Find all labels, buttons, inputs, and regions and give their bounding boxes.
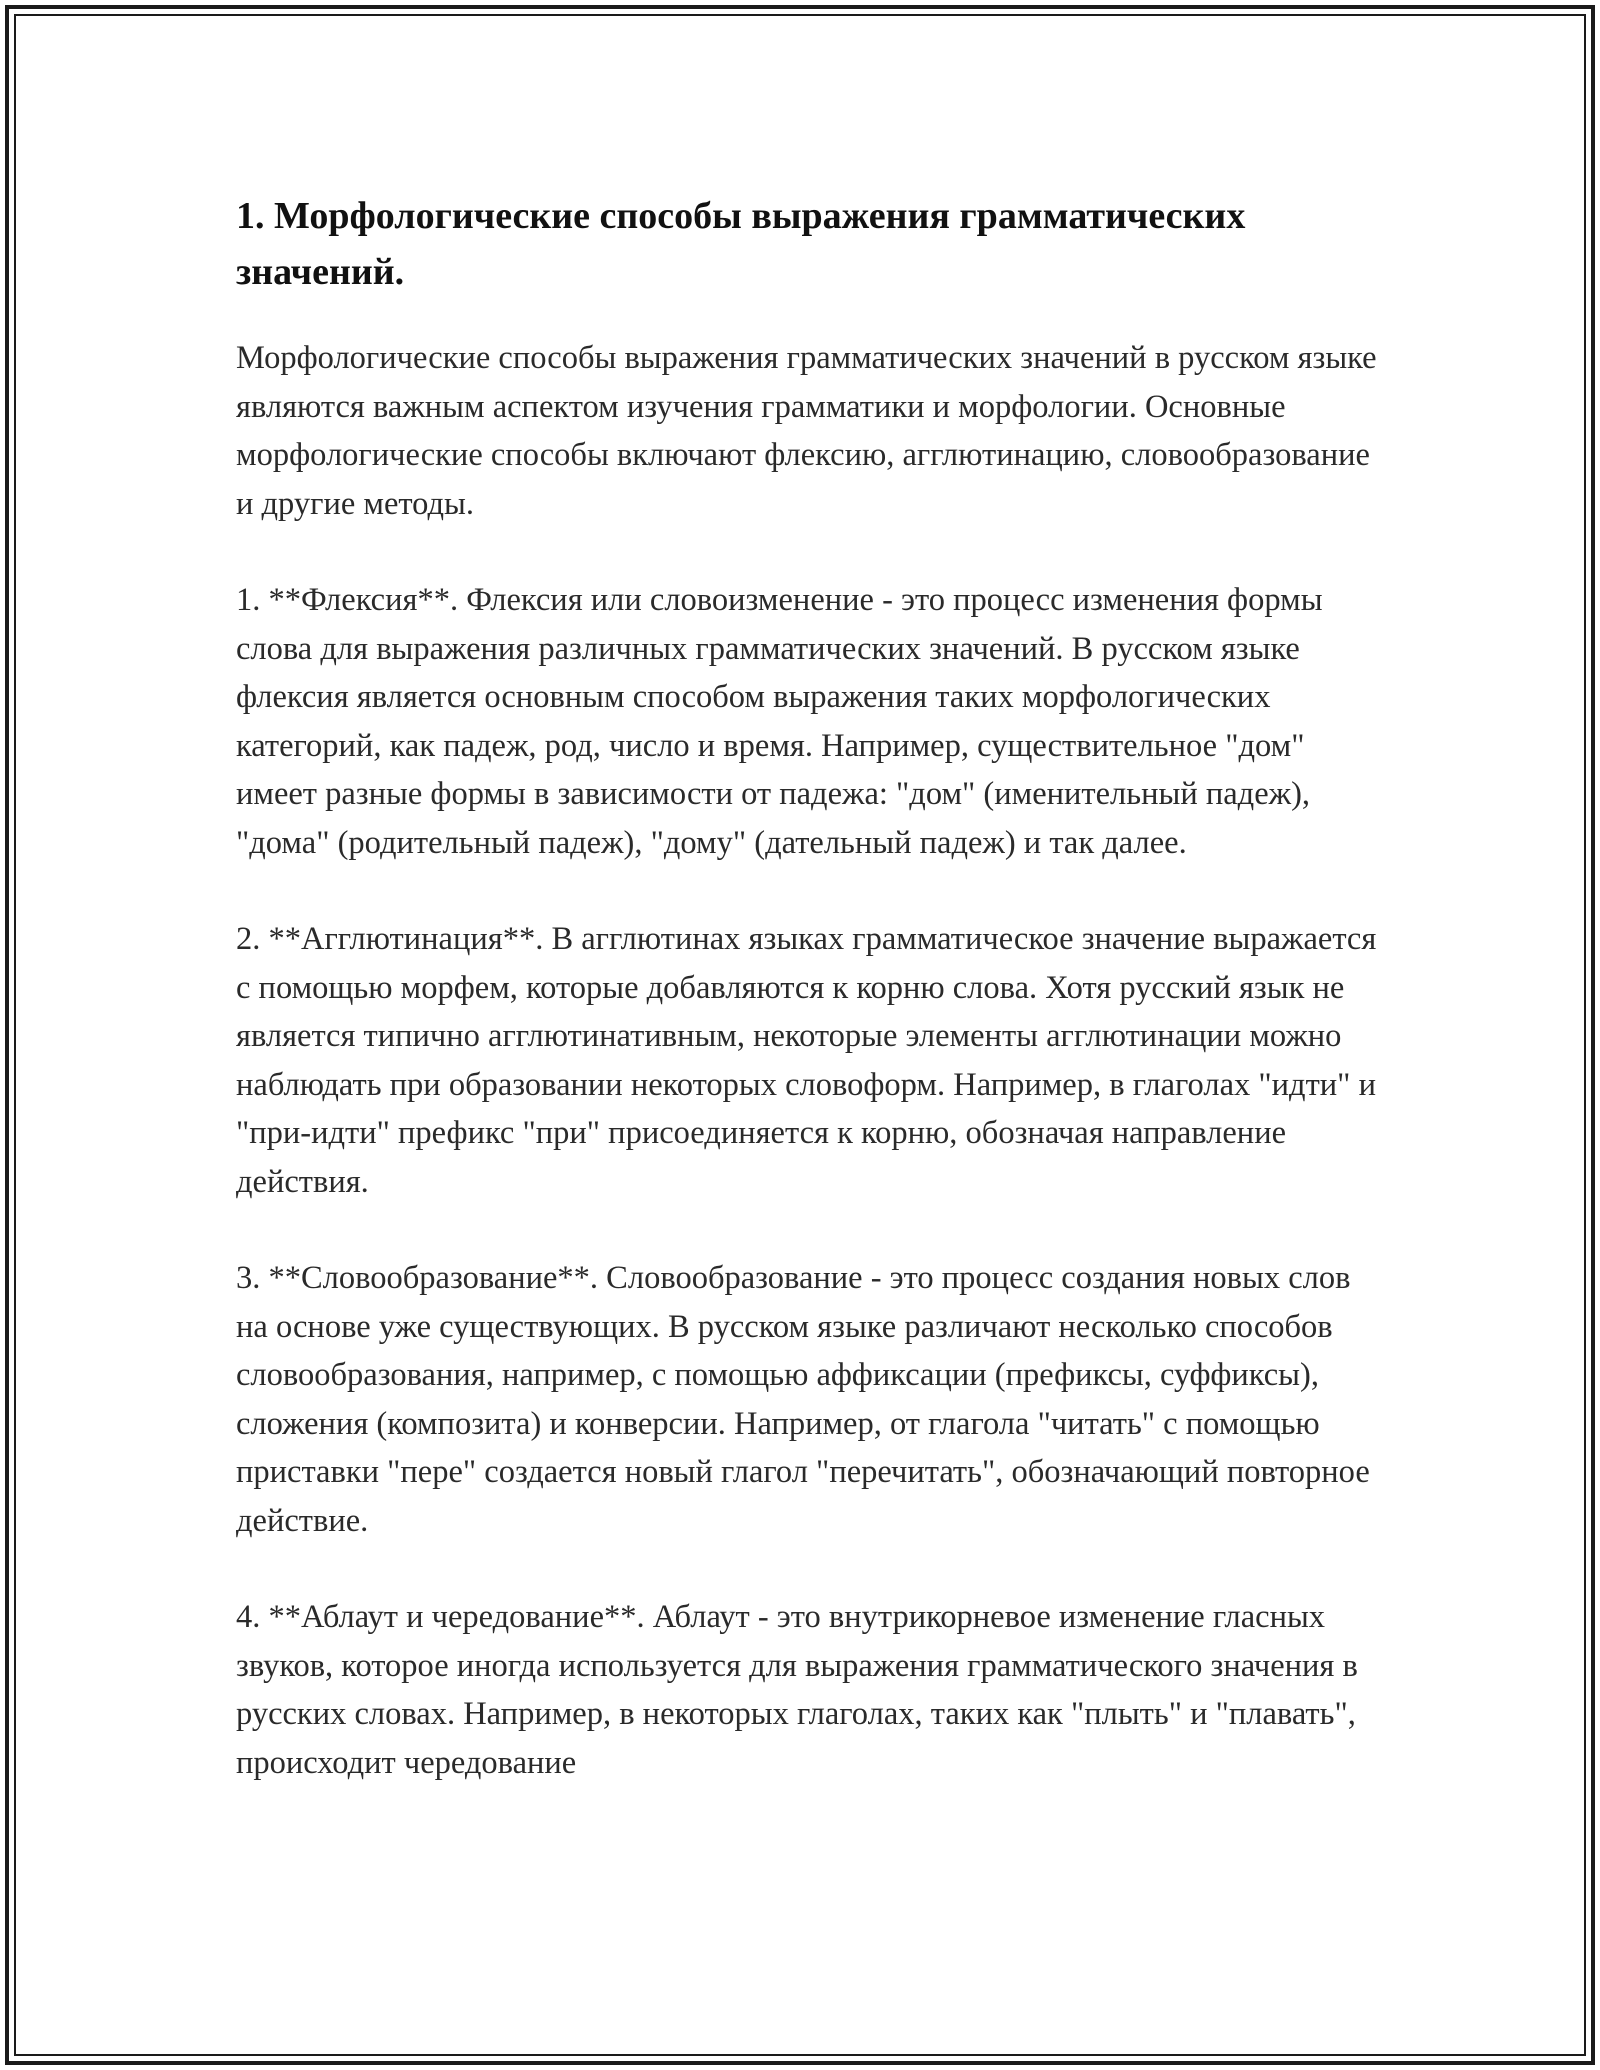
document-title: 1. Морфологические способы выражения грамматических значений. [236, 195, 1246, 293]
paragraph-ablaut: 4. **Аблаут и чередование**. Аблаут - это внутрикорневое изменение гласных звуков, которое иногда используется для выражения грамматического значения в русских словах. Например, в некоторых глаголах, таких как "плыть" и "плавать", происходит чередование [236, 1599, 1358, 1781]
paragraph-flexion: 1. **Флексия**. Флексия или словоизменение - это процесс изменения формы слова для выражения различных грамматических значений. В русском языке флексия является основным способом выражения таких морфологических категорий, как падеж, род, число и время. Например, существительное "дом" имеет разные формы в зависимости от падежа: "дом" (именительный падеж), "дома" (родительный падеж), "дому" (дательный падеж) и так далее. [236, 582, 1323, 861]
paragraph-word-formation: 3. **Словообразование**. Словообразование - это процесс создания новых слов на основе уже существующих. В русском языке различают несколько способов словообразования, например, с помощью аффиксации (префиксы, суффиксы), сложения (композита) и конверсии. Например, от глагола "читать" с помощью приставки "пере" создается новый глагол "перечитать", обозначающий повторное действие. [236, 1260, 1370, 1539]
paragraph-agglutination: 2. **Агглютинация**. В агглютинах языках грамматическое значение выражается с помощью морфем, которые добавляются к корню слова. Хотя русский язык не является типично агглютинативным, некоторые элементы агглютинации можно наблюдать при образовании некоторых словоформ. Например, в глаголах "идти" и "при-идти" префикс "при" присоединяется к корню, обозначая направление действия. [236, 921, 1377, 1200]
document-page [236, 188, 1386, 1835]
paragraph-intro: Морфологические способы выражения грамматических значений в русском языке являются важным аспектом изучения грамматики и морфологии. Основные морфологические способы включают флексию, агглютинацию, словообразование и другие методы. [236, 340, 1377, 522]
